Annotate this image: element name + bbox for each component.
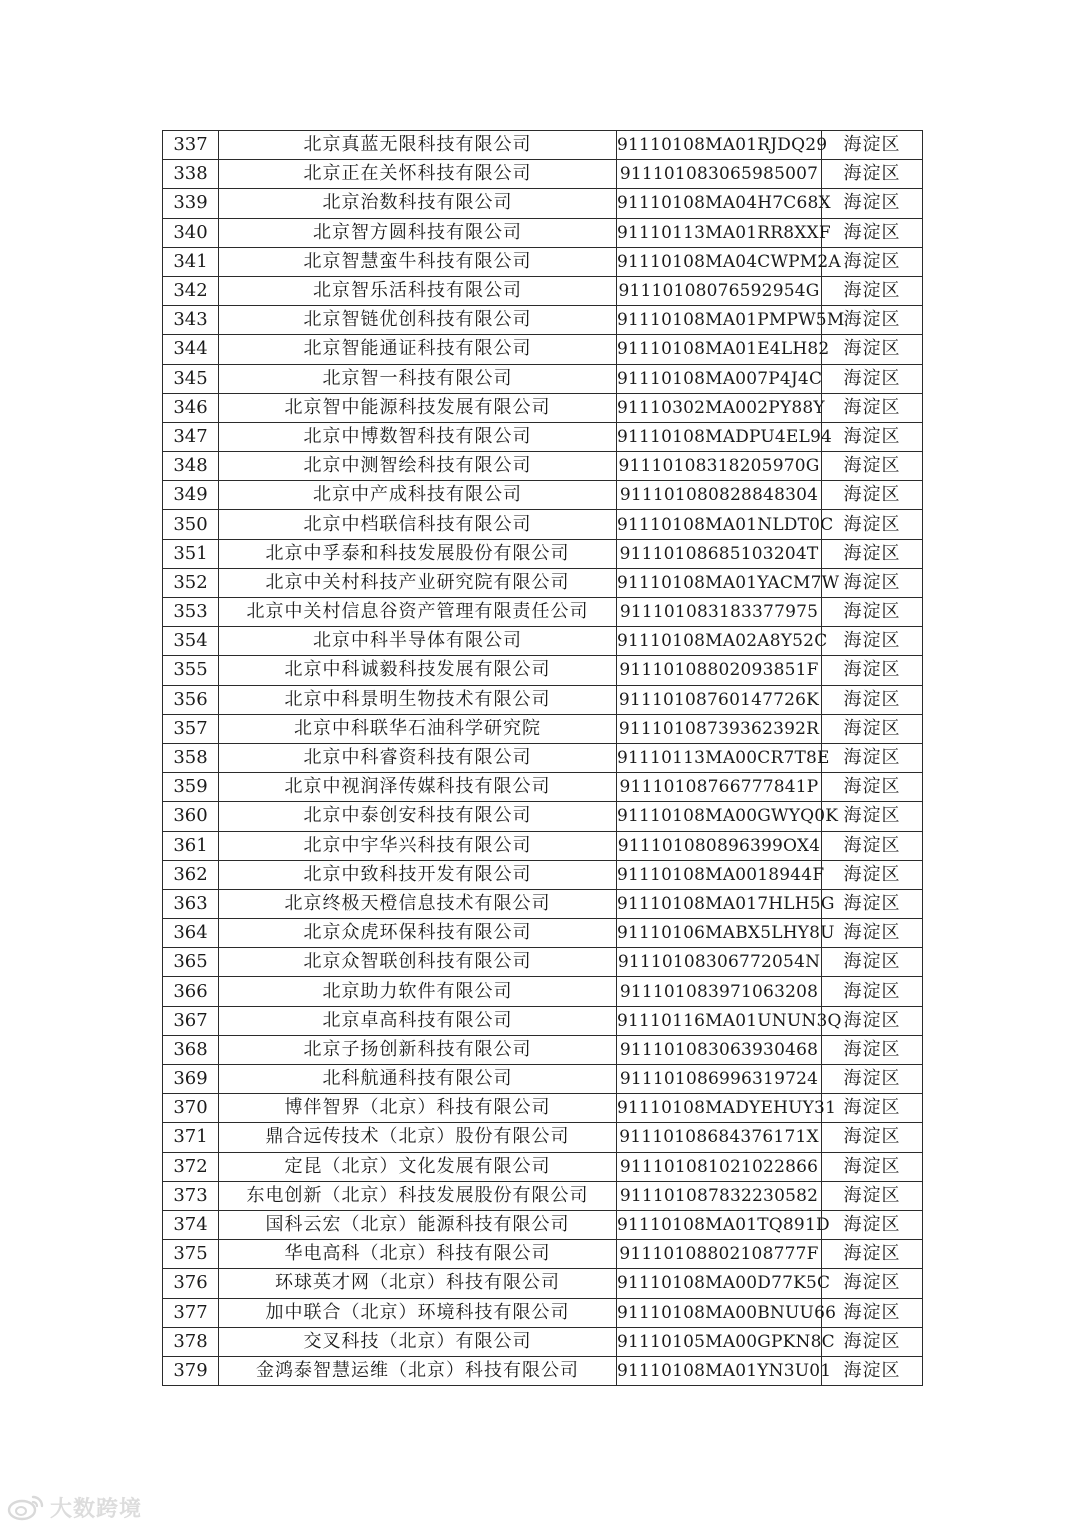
cell-number: 378 (163, 1327, 219, 1356)
table-row (163, 1123, 923, 1152)
table-row (163, 977, 923, 1006)
table-row (163, 802, 923, 831)
cell-credit-code: 911101080896399OX4 (617, 831, 822, 860)
cell-district: 海淀区 (822, 860, 923, 889)
cell-district: 海淀区 (822, 889, 923, 918)
cell-company-name: 北京子扬创新科技有限公司 (219, 1035, 617, 1064)
table-row (163, 1210, 923, 1239)
cell-district: 海淀区 (822, 919, 923, 948)
table-row (163, 1006, 923, 1035)
cell-company-name: 北京中产成科技有限公司 (219, 481, 617, 510)
cell-company-name: 交叉科技（北京）有限公司 (219, 1327, 617, 1356)
cell-company-name: 北京治数科技有限公司 (219, 189, 617, 218)
cell-number: 363 (163, 889, 219, 918)
cell-number: 347 (163, 422, 219, 451)
cell-company-name: 北京中视润泽传媒科技有限公司 (219, 773, 617, 802)
cell-credit-code: 91110108MA01RJDQ29 (617, 131, 822, 160)
cell-number: 348 (163, 452, 219, 481)
cell-company-name: 北京智链优创科技有限公司 (219, 306, 617, 335)
cell-credit-code: 91110108685103204T (617, 539, 822, 568)
table-row (163, 568, 923, 597)
table-row (163, 364, 923, 393)
cell-district: 海淀区 (822, 393, 923, 422)
table-row (163, 247, 923, 276)
cell-number: 337 (163, 131, 219, 160)
cell-credit-code: 911101081021022866 (617, 1152, 822, 1181)
cell-company-name: 北京中科诚毅科技发展有限公司 (219, 656, 617, 685)
cell-credit-code: 91110108684376171X (617, 1123, 822, 1152)
cell-credit-code: 91110108MA01YACM7W (617, 568, 822, 597)
cell-number: 366 (163, 977, 219, 1006)
cell-company-name: 北科航通科技有限公司 (219, 1065, 617, 1094)
cell-number: 343 (163, 306, 219, 335)
cell-company-name: 北京智乐活科技有限公司 (219, 276, 617, 305)
cell-number: 373 (163, 1181, 219, 1210)
cell-district: 海淀区 (822, 422, 923, 451)
cell-district: 海淀区 (822, 1094, 923, 1123)
cell-company-name: 北京智中能源科技发展有限公司 (219, 393, 617, 422)
cell-company-name: 定昆（北京）文化发展有限公司 (219, 1152, 617, 1181)
cell-district: 海淀区 (822, 977, 923, 1006)
table-row (163, 889, 923, 918)
cell-district: 海淀区 (822, 1356, 923, 1385)
cell-number: 372 (163, 1152, 219, 1181)
cell-company-name: 北京中科联华石油科学研究院 (219, 714, 617, 743)
cell-district: 海淀区 (822, 1269, 923, 1298)
cell-credit-code: 91110108MA04H7C68X (617, 189, 822, 218)
table-row (163, 1065, 923, 1094)
table-row (163, 1327, 923, 1356)
cell-credit-code: 91110113MA01RR8XXF (617, 218, 822, 247)
table-row (163, 539, 923, 568)
watermark-text: 大数跨境 (50, 1496, 143, 1522)
cell-company-name: 北京终极天橙信息技术有限公司 (219, 889, 617, 918)
cell-number: 375 (163, 1240, 219, 1269)
cell-number: 361 (163, 831, 219, 860)
cell-credit-code: 91110108MA02A8Y52C (617, 627, 822, 656)
cell-number: 371 (163, 1123, 219, 1152)
cell-credit-code: 91110108802108777F (617, 1240, 822, 1269)
cell-company-name: 北京中致科技开发有限公司 (219, 860, 617, 889)
cell-district: 海淀区 (822, 1298, 923, 1327)
cell-credit-code: 911101083065985007 (617, 160, 822, 189)
cell-credit-code: 911101080828848304 (617, 481, 822, 510)
cell-company-name: 北京中测智绘科技有限公司 (219, 452, 617, 481)
weibo-logo-icon (6, 1493, 46, 1521)
cell-company-name: 金鸿泰智慧运维（北京）科技有限公司 (219, 1356, 617, 1385)
cell-number: 354 (163, 627, 219, 656)
cell-district: 海淀区 (822, 1181, 923, 1210)
cell-district: 海淀区 (822, 948, 923, 977)
cell-company-name: 东电创新（北京）科技发展股份有限公司 (219, 1181, 617, 1210)
cell-district: 海淀区 (822, 1327, 923, 1356)
cell-company-name: 北京中关村信息谷资产管理有限责任公司 (219, 598, 617, 627)
table-row (163, 131, 923, 160)
table-row (163, 1298, 923, 1327)
table-row (163, 948, 923, 977)
cell-credit-code: 91110108076592954G (617, 276, 822, 305)
cell-number: 339 (163, 189, 219, 218)
table-row (163, 627, 923, 656)
cell-credit-code: 911101086996319724 (617, 1065, 822, 1094)
cell-credit-code: 91110108306772054N (617, 948, 822, 977)
cell-company-name: 环球英才网（北京）科技有限公司 (219, 1269, 617, 1298)
cell-number: 341 (163, 247, 219, 276)
cell-district: 海淀区 (822, 714, 923, 743)
cell-number: 377 (163, 1298, 219, 1327)
cell-company-name: 华电高科（北京）科技有限公司 (219, 1240, 617, 1269)
cell-company-name: 北京中科景明生物技术有限公司 (219, 685, 617, 714)
cell-number: 352 (163, 568, 219, 597)
cell-credit-code: 91110108760147726K (617, 685, 822, 714)
cell-credit-code: 91110108MA0018944F (617, 860, 822, 889)
table-row (163, 1356, 923, 1385)
cell-district: 海淀区 (822, 802, 923, 831)
cell-credit-code: 91110108MA01E4LH82 (617, 335, 822, 364)
cell-district: 海淀区 (822, 218, 923, 247)
cell-number: 362 (163, 860, 219, 889)
table-row (163, 481, 923, 510)
cell-credit-code: 91110108MA00BNUU66 (617, 1298, 822, 1327)
cell-credit-code: 91110108MA00GWYQ0K (617, 802, 822, 831)
cell-credit-code: 91110116MA01UNUN3Q (617, 1006, 822, 1035)
cell-district: 海淀区 (822, 773, 923, 802)
cell-number: 360 (163, 802, 219, 831)
cell-district: 海淀区 (822, 831, 923, 860)
cell-district: 海淀区 (822, 276, 923, 305)
table-row (163, 452, 923, 481)
cell-credit-code: 91110106MABX5LHY8U (617, 919, 822, 948)
cell-credit-code: 91110108MADYEHUY31 (617, 1094, 822, 1123)
cell-company-name: 北京中泰创安科技有限公司 (219, 802, 617, 831)
table-row (163, 276, 923, 305)
cell-number: 358 (163, 743, 219, 772)
table-row (163, 598, 923, 627)
company-table (162, 130, 923, 1386)
table-row (163, 1181, 923, 1210)
cell-credit-code: 91110108766777841P (617, 773, 822, 802)
cell-credit-code: 911101083971063208 (617, 977, 822, 1006)
cell-district: 海淀区 (822, 656, 923, 685)
cell-number: 376 (163, 1269, 219, 1298)
cell-district: 海淀区 (822, 131, 923, 160)
cell-company-name: 加中联合（北京）环境科技有限公司 (219, 1298, 617, 1327)
cell-company-name: 北京助力软件有限公司 (219, 977, 617, 1006)
cell-district: 海淀区 (822, 743, 923, 772)
cell-company-name: 北京中宇华兴科技有限公司 (219, 831, 617, 860)
cell-company-name: 北京智慧蛮牛科技有限公司 (219, 247, 617, 276)
cell-company-name: 北京智能通证科技有限公司 (219, 335, 617, 364)
cell-number: 359 (163, 773, 219, 802)
table-row (163, 510, 923, 539)
cell-credit-code: 91110108MA00D77K5C (617, 1269, 822, 1298)
cell-company-name: 北京中档联信科技有限公司 (219, 510, 617, 539)
table-row (163, 860, 923, 889)
table-row (163, 306, 923, 335)
cell-credit-code: 91110108MA01PMPW5M (617, 306, 822, 335)
cell-credit-code: 91110108318205970G (617, 452, 822, 481)
table-row (163, 1094, 923, 1123)
cell-credit-code: 91110108MADPU4EL94 (617, 422, 822, 451)
cell-district: 海淀区 (822, 335, 923, 364)
watermark (6, 1490, 142, 1524)
cell-district: 海淀区 (822, 1240, 923, 1269)
cell-number: 349 (163, 481, 219, 510)
cell-number: 374 (163, 1210, 219, 1239)
cell-credit-code: 91110113MA00CR7T8E (617, 743, 822, 772)
cell-credit-code: 91110108802093851F (617, 656, 822, 685)
cell-credit-code: 911101087832230582 (617, 1181, 822, 1210)
cell-number: 368 (163, 1035, 219, 1064)
table-row (163, 685, 923, 714)
cell-number: 346 (163, 393, 219, 422)
cell-company-name: 鼎合远传技术（北京）股份有限公司 (219, 1123, 617, 1152)
cell-company-name: 北京真蓝无限科技有限公司 (219, 131, 617, 160)
cell-number: 350 (163, 510, 219, 539)
cell-district: 海淀区 (822, 306, 923, 335)
cell-credit-code: 91110108MA01TQ891D (617, 1210, 822, 1239)
table-row (163, 773, 923, 802)
cell-number: 365 (163, 948, 219, 977)
cell-number: 351 (163, 539, 219, 568)
table-row (163, 714, 923, 743)
cell-number: 340 (163, 218, 219, 247)
cell-number: 345 (163, 364, 219, 393)
cell-company-name: 北京中科睿资科技有限公司 (219, 743, 617, 772)
cell-credit-code: 91110302MA002PY88Y (617, 393, 822, 422)
cell-credit-code: 91110108MA01NLDT0C (617, 510, 822, 539)
cell-credit-code: 91110108MA007P4J4C (617, 364, 822, 393)
cell-number: 357 (163, 714, 219, 743)
cell-company-name: 北京卓高科技有限公司 (219, 1006, 617, 1035)
cell-credit-code: 91110108739362392R (617, 714, 822, 743)
table-row (163, 218, 923, 247)
cell-company-name: 博伴智界（北京）科技有限公司 (219, 1094, 617, 1123)
cell-number: 342 (163, 276, 219, 305)
cell-company-name: 北京智一科技有限公司 (219, 364, 617, 393)
cell-district: 海淀区 (822, 510, 923, 539)
cell-company-name: 北京中孚泰和科技发展股份有限公司 (219, 539, 617, 568)
cell-credit-code: 911101083183377975 (617, 598, 822, 627)
table-row (163, 1240, 923, 1269)
cell-district: 海淀区 (822, 1152, 923, 1181)
table-row (163, 335, 923, 364)
cell-district: 海淀区 (822, 1065, 923, 1094)
table-row (163, 422, 923, 451)
cell-district: 海淀区 (822, 189, 923, 218)
cell-company-name: 北京中科半导体有限公司 (219, 627, 617, 656)
cell-credit-code: 911101083063930468 (617, 1035, 822, 1064)
cell-company-name: 北京中博数智科技有限公司 (219, 422, 617, 451)
cell-credit-code: 91110108MA04CWPM2A (617, 247, 822, 276)
cell-district: 海淀区 (822, 685, 923, 714)
table-row (163, 393, 923, 422)
cell-number: 344 (163, 335, 219, 364)
cell-number: 356 (163, 685, 219, 714)
cell-number: 369 (163, 1065, 219, 1094)
cell-district: 海淀区 (822, 452, 923, 481)
table-row (163, 1269, 923, 1298)
cell-district: 海淀区 (822, 1210, 923, 1239)
cell-company-name: 国科云宏（北京）能源科技有限公司 (219, 1210, 617, 1239)
cell-district: 海淀区 (822, 160, 923, 189)
cell-number: 379 (163, 1356, 219, 1385)
table-row (163, 743, 923, 772)
cell-credit-code: 91110108MA01YN3U01 (617, 1356, 822, 1385)
cell-district: 海淀区 (822, 627, 923, 656)
cell-district: 海淀区 (822, 1006, 923, 1035)
table-row (163, 831, 923, 860)
cell-district: 海淀区 (822, 247, 923, 276)
cell-company-name: 北京众虎环保科技有限公司 (219, 919, 617, 948)
cell-district: 海淀区 (822, 481, 923, 510)
table-row (163, 1152, 923, 1181)
table-row (163, 189, 923, 218)
cell-district: 海淀区 (822, 598, 923, 627)
cell-credit-code: 91110105MA00GPKN8C (617, 1327, 822, 1356)
cell-company-name: 北京正在关怀科技有限公司 (219, 160, 617, 189)
cell-number: 364 (163, 919, 219, 948)
cell-credit-code: 91110108MA017HLH5G (617, 889, 822, 918)
cell-district: 海淀区 (822, 364, 923, 393)
cell-number: 355 (163, 656, 219, 685)
cell-company-name: 北京众智联创科技有限公司 (219, 948, 617, 977)
cell-company-name: 北京中关村科技产业研究院有限公司 (219, 568, 617, 597)
cell-number: 338 (163, 160, 219, 189)
cell-district: 海淀区 (822, 539, 923, 568)
company-table-body (163, 131, 923, 1386)
cell-number: 370 (163, 1094, 219, 1123)
cell-company-name: 北京智方圆科技有限公司 (219, 218, 617, 247)
cell-district: 海淀区 (822, 1035, 923, 1064)
cell-district: 海淀区 (822, 568, 923, 597)
table-row (163, 656, 923, 685)
cell-district: 海淀区 (822, 1123, 923, 1152)
table-row (163, 160, 923, 189)
cell-number: 367 (163, 1006, 219, 1035)
cell-number: 353 (163, 598, 219, 627)
table-row (163, 919, 923, 948)
table-row (163, 1035, 923, 1064)
